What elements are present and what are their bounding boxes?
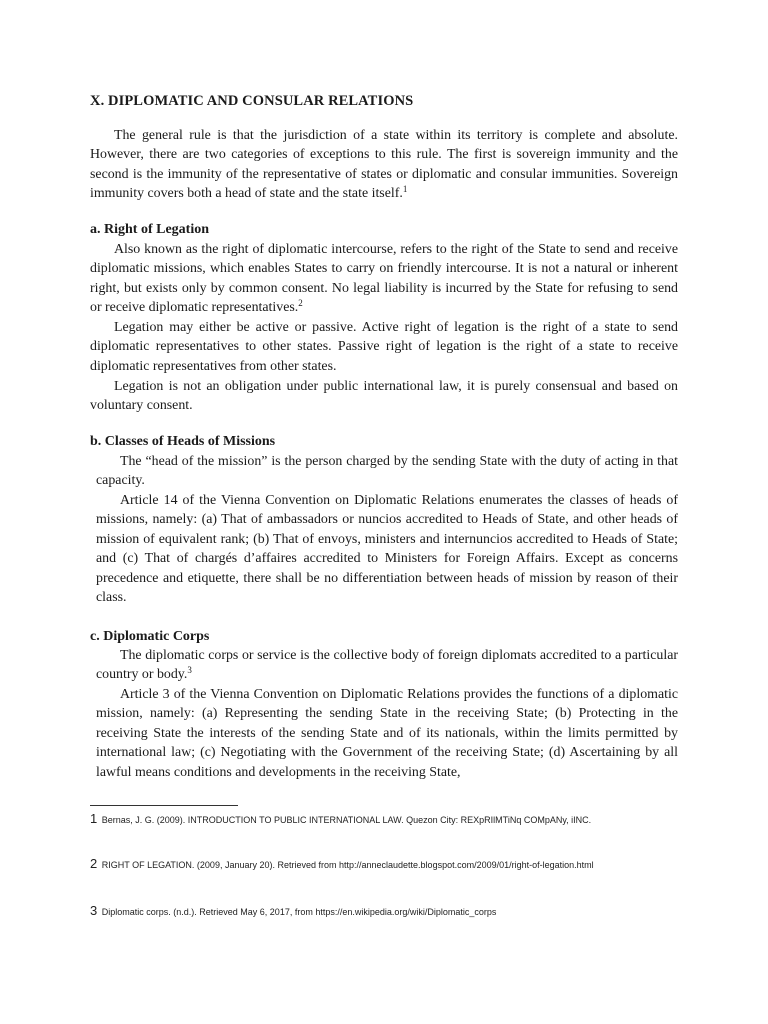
section-c-paragraph-2: Article 3 of the Vienna Convention on Diplomatic Relations provides the functions of a diplomatic mission, namely: (a) Representing the sending State in the receiving State; (b) Protecting in the receiving State the interests of the sending State and of its nationals, within the limits permitted by international law; (c) Negotiating with the Government of the receiving State; (d) Ascertaining by all lawful means conditions and developments in the receiving State, [96,687,678,780]
section-c-heading: c. Diplomatic Corps [90,629,210,644]
section-b-heading: b. Classes of Heads of Missions [90,434,276,449]
footnote-2-number: 2 [90,856,98,871]
footnote-1 [90,811,591,826]
intro-paragraph [90,126,678,204]
footnote-1-text: Bernas, J. G. (2009). INTRODUCTION TO PUBLIC INTERNATIONAL LAW. Quezon City: REXpRIlMTiNq COMpANy, iINC. [101,815,592,825]
page-title: X. DIPLOMATIC AND CONSULAR RELATIONS [90,93,414,109]
section-a-p1-text: Also known as the right of diplomatic intercourse, refers to the right of the State to send and receive diplomatic missions, which enables States to carry on friendly intercourse. It is not a natural or inherent right, but exists only by common consent. No legal liability is incurred by the State for refusing to send or receive diplomatic representatives. [90,242,678,316]
intro-text: The general rule is that the jurisdiction of a state within its territory is complete and absolute. However, there are two categories of exceptions to this rule. The first is sovereign immunity and the second is the immunity of the representative of states or diplomatic and consular immunities. Sovereign immunity covers both a head of state and the state itself. [90,128,678,202]
section-a-heading: a. Right of Legation [90,222,209,237]
section-b-paragraph-1: The “head of the mission” is the person charged by the sending State with the duty of acting in that capacity. [96,454,678,489]
footnote-divider [90,805,238,806]
footnote-2 [90,856,594,871]
footnote-2-text: RIGHT OF LEGATION. (2009, January 20). Retrieved from http://anneclaudette.blogspot.com/2009/01/right-of-legation.html [101,860,594,870]
section-c-paragraph-1 [96,646,678,685]
footnote-ref-1: 1 [402,184,408,195]
footnote-3 [90,903,496,918]
section-a-paragraph-1 [90,240,678,318]
footnote-1-number: 1 [90,811,98,826]
section-c-p1-text: The diplomatic corps or service is the collective body of foreign diplomats accredited to a particular country or body. [96,648,678,683]
footnote-3-number: 3 [90,903,98,918]
section-b-paragraph-2: Article 14 of the Vienna Convention on Diplomatic Relations enumerates the classes of heads of missions, namely: (a) That of ambassadors or nuncios accredited to Heads of State, and other heads of mission of equivalent rank; (b) That of envoys, ministers and internuncios accredited to Heads of State; and (c) That of chargés d’affaires accredited to Ministers for Foreign Affairs. Except as concerns precedence and etiquette, there shall be no differentiation between heads of mission by reason of their class. [96,493,678,606]
section-a-paragraph-3: Legation is not an obligation under public international law, it is purely consensual and based on voluntary consent. [90,379,678,414]
footnote-ref-2: 2 [298,298,303,309]
footnote-3-text: Diplomatic corps. (n.d.). Retrieved May 6, 2017, from https://en.wikipedia.org/wiki/Diplomatic_corps [101,907,497,917]
footnote-ref-3: 3 [187,665,192,676]
section-a-paragraph-2: Legation may either be active or passive. Active right of legation is the right of a state to send diplomatic representatives to other states. Passive right of legation is the right of a state to receive diplomatic representatives from other states. [90,320,678,374]
